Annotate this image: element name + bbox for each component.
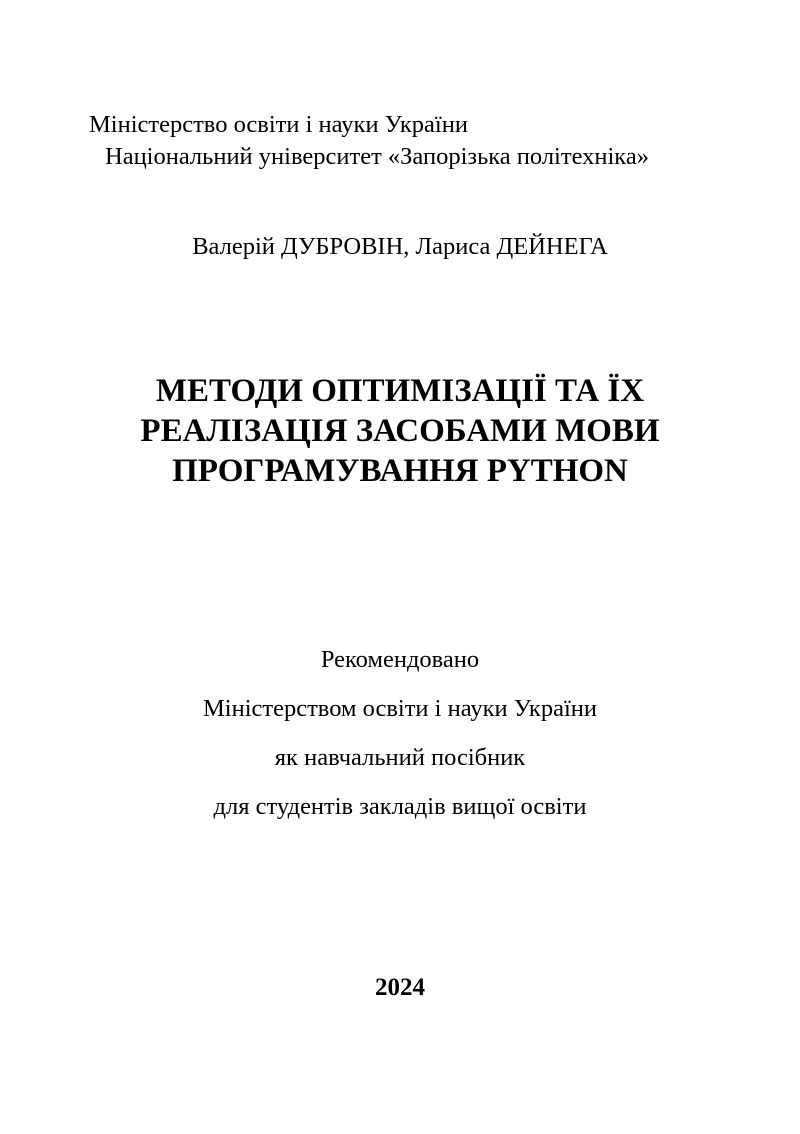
recommendation-block	[0, 635, 800, 831]
recommendation-line: для студентів закладів вищої освіти	[213, 793, 587, 820]
authors: Валерій ДУБРОВІН, Лариса ДЕЙНЕГА	[192, 233, 608, 260]
recommendation-line: як навчальний посібник	[274, 744, 526, 771]
recommendation-line: Рекомендовано	[320, 646, 480, 673]
publication-year: 2024	[375, 974, 425, 1001]
ministry-name: Міністерство освіти і науки України	[89, 111, 468, 138]
book-title	[0, 371, 800, 491]
university-name: Національний університет «Запорізька політехніка»	[105, 143, 649, 170]
recommendation-line: Міністерством освіти і науки України	[203, 695, 597, 722]
title-line: ПРОГРАМУВАННЯ PYTHON	[172, 453, 628, 489]
title-line: РЕАЛІЗАЦІЯ ЗАСОБАМИ МОВИ	[140, 413, 660, 449]
title-line: МЕТОДИ ОПТИМІЗАЦІЇ ТА ЇХ	[155, 373, 645, 409]
